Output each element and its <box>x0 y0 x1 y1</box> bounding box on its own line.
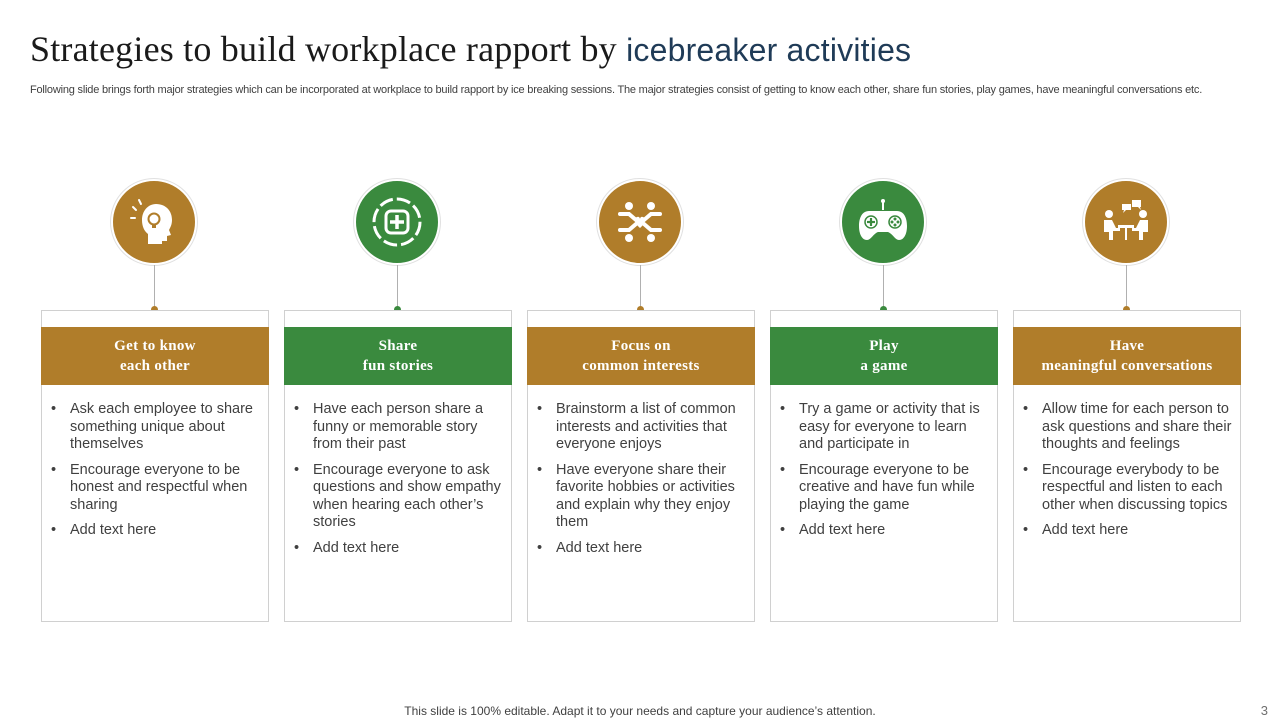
bullet-item: • Encourage everyone to be honest and respectful when sharing <box>51 462 263 515</box>
bullet-item: • Encourage everybody to be respectful and listen to each other when discussing topics <box>1023 462 1235 515</box>
icon-circle-5 <box>1083 179 1169 265</box>
title-main: Strategies to build workplace rapport by <box>30 29 617 69</box>
slide-subtitle: Following slide brings forth major strategies which can be incorporated at workplace to build rapport by ice breaking sessions. The major strategies consist of getting to know each other, share fun stories, play games, have meaningful conversations etc. <box>30 84 1203 96</box>
bullet-item: • Allow time for each person to ask questions and share their thoughts and feelings <box>1023 401 1235 454</box>
heading-line-1: Have <box>1109 338 1145 354</box>
heading-line-1: Play <box>869 338 899 354</box>
head-bulb-icon <box>126 194 182 250</box>
bullet-item: • Brainstorm a list of common interests and activities that everyone enjoys <box>537 401 749 454</box>
bullet-item: • Ask each employee to share something unique about themselves <box>51 401 263 454</box>
game-controller-icon <box>855 194 911 250</box>
connector-line <box>397 265 398 307</box>
heading-line-2: common interests <box>582 358 700 374</box>
heading-line-2: meaningful conversations <box>1041 358 1213 374</box>
bullet-item: • Try a game or activity that is easy for everyone to learn and participate in <box>780 401 992 454</box>
card-heading-4 <box>770 327 998 385</box>
strategy-column-5 <box>1013 0 1241 720</box>
bullet-list-5 <box>1023 401 1235 548</box>
bullet-list-4 <box>780 401 992 548</box>
heading-line-2: each other <box>119 358 191 374</box>
card-heading-5 <box>1013 327 1241 385</box>
bullet-item: • Encourage everyone to ask questions and show empathy when hearing each other’s stories <box>294 462 506 532</box>
bullet-list-2 <box>294 401 506 565</box>
bullet-item: • Add text here <box>780 522 992 540</box>
bullet-item: • Have everyone share their favorite hobbies or activities and explain why they enjoy them <box>537 462 749 532</box>
slide-footer: This slide is 100% editable. Adapt it to your needs and capture your audience’s attention. <box>404 704 876 718</box>
people-heart-icon <box>612 194 668 250</box>
connector-line <box>640 265 641 307</box>
bullet-item: • Add text here <box>294 540 506 558</box>
heading-line-2: a game <box>860 358 908 374</box>
strategy-column-3 <box>527 0 755 720</box>
icon-circle-2 <box>354 179 440 265</box>
bullet-list-1 <box>51 401 263 548</box>
strategy-column-2 <box>284 0 512 720</box>
bullet-item: • Have each person share a funny or memorable story from their past <box>294 401 506 454</box>
icon-circle-1 <box>111 179 197 265</box>
bullet-item: • Add text here <box>537 540 749 558</box>
title-accent: icebreaker activities <box>626 32 912 68</box>
connector-line <box>1126 265 1127 307</box>
connector-line <box>883 265 884 307</box>
bullet-item: • Encourage everyone to be creative and have fun while playing the game <box>780 462 992 515</box>
icon-circle-4 <box>840 179 926 265</box>
card-heading-3 <box>527 327 755 385</box>
heading-line-1: Focus on <box>611 338 671 354</box>
heading-line-2: fun stories <box>362 358 434 374</box>
card-heading-1 <box>41 327 269 385</box>
strategy-column-1 <box>41 0 269 720</box>
card-heading-2 <box>284 327 512 385</box>
conversation-table-icon <box>1098 194 1154 250</box>
strategy-column-4 <box>770 0 998 720</box>
bullet-list-3 <box>537 401 749 565</box>
connector-line <box>154 265 155 307</box>
bullet-item: • Add text here <box>51 522 263 540</box>
plus-circle-icon <box>369 194 425 250</box>
page-number: 3 <box>1260 703 1268 718</box>
icon-circle-3 <box>597 179 683 265</box>
heading-line-1: Share <box>378 338 418 354</box>
bullet-item: • Add text here <box>1023 522 1235 540</box>
heading-line-1: Get to know <box>114 338 196 354</box>
